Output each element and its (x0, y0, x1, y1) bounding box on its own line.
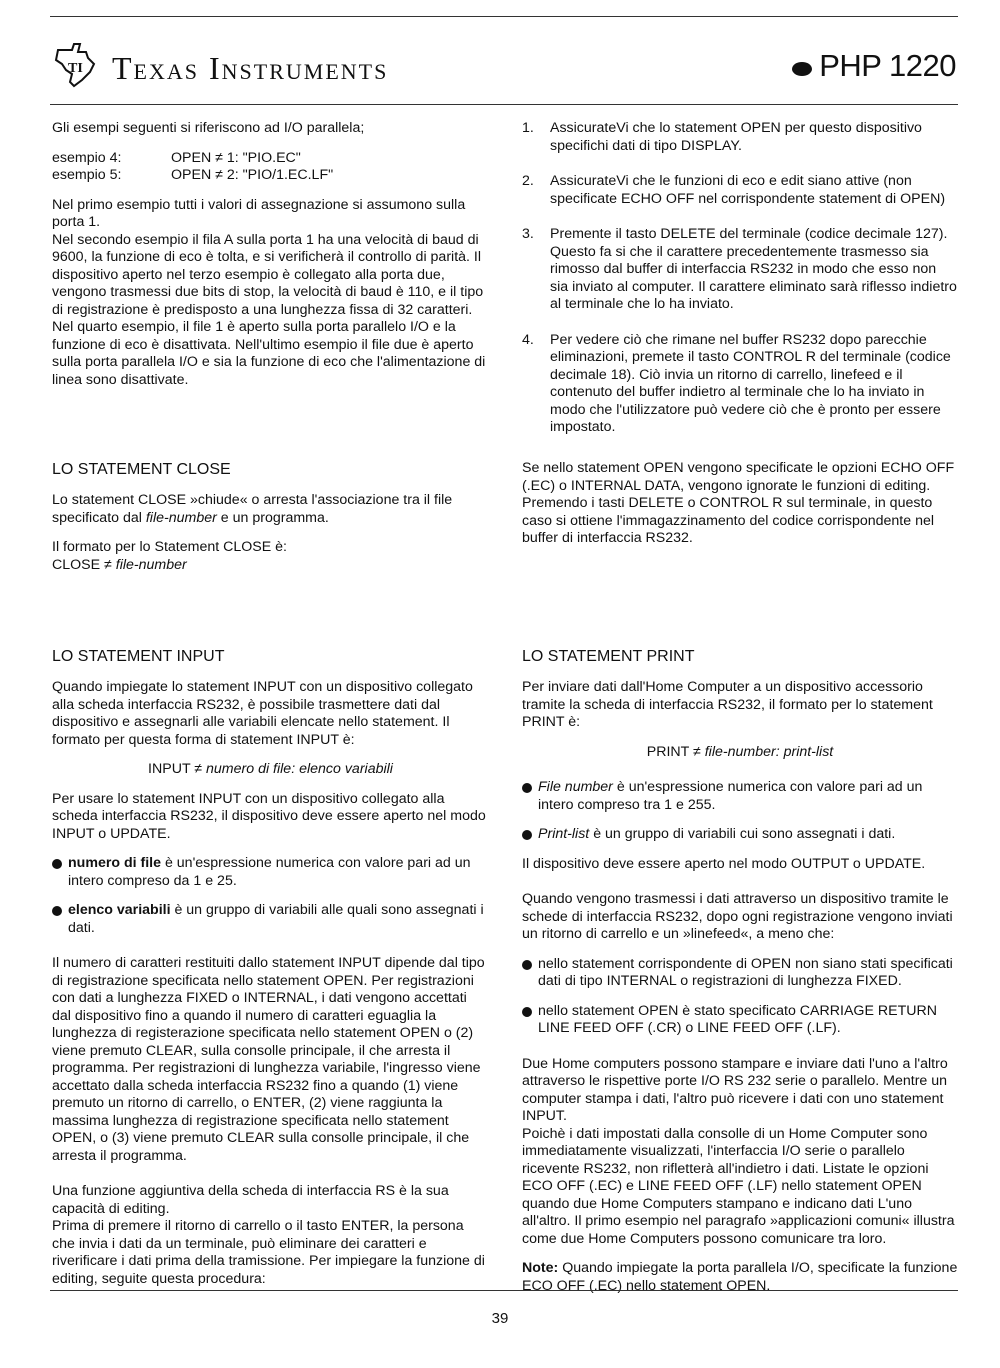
ti-logo-icon (52, 42, 100, 88)
bullet-icon (522, 779, 538, 814)
numbered-step: 2. AssicurateVi che le funzioni di eco e edit siano attive (non specificate ECHO OFF nel corrispondente statement di OPEN) (522, 173, 946, 207)
paragraph: Una funzione aggiuntiva della scheda di interfaccia RS è la sua capacità di editing. (52, 1183, 449, 1217)
right-column-top (522, 120, 958, 437)
bullet-icon (522, 1003, 538, 1038)
print-format: PRINT ≠ file-number: print-list (646, 743, 834, 760)
paragraph: Il dispositivo deve essere aperto nel modo OUTPUT o UPDATE. (522, 855, 926, 872)
section-heading: LO STATEMENT CLOSE (52, 461, 231, 478)
example-row (52, 167, 489, 185)
header-rule (50, 104, 958, 105)
input-format: INPUT ≠ numero di file: elenco variabili (148, 761, 393, 777)
bullet-icon (52, 855, 68, 890)
open-note (522, 460, 958, 548)
section-heading: LO STATEMENT PRINT (522, 648, 695, 665)
note: Note: Quando impiegate la porta parallela I/O, specificate la funzione ECO OFF (.EC) nello statement OPEN. (522, 1260, 958, 1294)
paragraph: Per inviare dati dall'Home Computer a un dispositivo accessorio tramite la scheda di interfaccia RS232, il formato per lo statement PRINT è: (522, 679, 933, 730)
paragraph: Se nello statement OPEN vengono specificate le opzioni ECHO OFF (.EC) o INTERNAL DATA, vengono ignorate le funzioni di editing. Premendo i tasti DELETE o CONTROL R sul terminale, in questo caso si ottiene l'immagazzinamento del codice corrispondente nel buffer di interfaccia RS232. (522, 460, 955, 546)
left-column-top (52, 120, 489, 389)
numbered-step: 3. Premente il tasto DELETE del terminale (codice decimale 127). Questo fa si che il carattere precedentemente trasmesso sia rimosso dal buffer di interfaccia RS232 in modo che esso non sia inviato al computer. Il carattere eliminato sarà riflesso indietro al terminale che lo ha inviato. (522, 226, 957, 312)
intro-text: Gli esempi seguenti si riferiscono ad I/O parallela; (52, 120, 365, 136)
input-section (52, 647, 489, 1288)
paragraph: Il numero di caratteri restituiti dallo statement INPUT dipende dal tipo di registrazione specificata nello statement OPEN. Per registrazioni con dati a lunghezza FIXED o INTERNAL, i dati vengono accettati dal dispositivo fino a quando il numero di caratteri eguaglia la lunghezza di registerazione specificata nello statement OPEN o (2) viene premuto CLEAR, sulla consolle principale, il che arresta il programma. Per registrazioni di lunghezza variabile, l'ingresso viene accettato dalla scheda interfaccia RS232 fino a quando (1) viene premuto un ritorno di carrello, o ENTER, (2) viene raggiunta la massima lunghezza di registrazione specificata nello statement OPEN, o (3) viene premuto CLEAR sulla consolle principale, il che arresta il programma. (52, 955, 485, 1164)
bullet-icon (522, 956, 538, 991)
close-format: CLOSE ≠ file-number (52, 556, 187, 573)
numbered-step: 1. AssicurateVi che lo statement OPEN per questo dispositivo specifichi dati di tipo DISPLAY. (522, 120, 922, 154)
paragraph: Nel secondo esempio il fila A sulla porta 1 ha una velocità di baud di 9600, la funzione di eco è tolta, e si verificherà il controllo di parità. Il dispositivo aperto nel terzo esempio è collegato alla porta due, vengono trasmessi due bits di stop, la velocità di baud è 110, e il tipo di registrazione è predisposto a una lunghezza fissa di 32 caratteri. Nel quarto esempio, il file 1 è aperto sulla porta parallelo I/O e la funzione di eco è disattivata. Nell'ultimo esempio il file due è aperto sulla porta parallela I/O e sia la funzione di eco che l'alimentazione di linea sono disattivate. (52, 231, 486, 388)
bullet-icon (52, 902, 68, 937)
paragraph: Il formato per lo Statement CLOSE è: (52, 539, 287, 555)
paragraph: Quando impiegate lo statement INPUT con un dispositivo collegato alla scheda interfaccia RS232, è possibile trasmettere dati dal dispositivo e assegnarli alle variabili elencate nello statement. Il formato per questa forma di statement INPUT è: (52, 679, 473, 748)
list-item: elenco variabili è un gruppo di variabili alle quali sono assegnati i dati. (52, 902, 489, 937)
bullet-marker-icon (792, 62, 812, 76)
numbered-step: 4. Per vedere ciò che rimane nel buffer RS232 dopo parecchie eliminazioni, premete il tasto CONTROL R del terminale (codice decimale 18). Ciò invia un ritorno di carrello, linefeed e il contenuto del buffer indietro al terminale che lo ha inviato in modo che l'utilizzatore può vedere ciò che è pronto per essere impostato. (522, 331, 951, 435)
print-section (522, 647, 958, 1295)
example-row (52, 150, 489, 168)
section-heading: LO STATEMENT INPUT (52, 648, 225, 665)
page-number: 39 (491, 1310, 509, 1327)
list-item: nello statement corrispondente di OPEN non siano stati specificati dati di tipo INTERNAL o registrazioni di lunghezza FIXED. (522, 956, 958, 991)
svg-text:TI: TI (68, 61, 83, 76)
paragraph: Nel primo esempio tutti i valori di assegnazione si assumono sulla porta 1. (52, 196, 466, 230)
paragraph: Lo statement CLOSE »chiude« o arresta l'associazione tra il file specificato dal file-number e un programma. (52, 492, 453, 526)
document-code: PHP 1220 (819, 48, 956, 83)
close-section (52, 460, 489, 574)
example-label: esempio 5: (52, 167, 122, 183)
paragraph: Quando vengono trasmessi i dati attraverso un dispositivo tramite le schede di interfaccia RS232, dopo ogni registrazione vengono inviati un ritorno di carrello e un »linefeed«, a meno che: (522, 891, 953, 942)
paragraph: Poichè i dati impostati dalla consolle di un Home Computer sono immediatamente visualizzati, l'interfaccia I/O serie o parallelo ricevente RS232, non rifletterà all'indietro i dati. Listate le opzioni ECO OFF (.EC) e LINE FEED OFF (.LF) nello statement OPEN quando due Home Computers stampano e indicano dati L'uno all'altro. Il primo esempio nel paragrafo »applicazioni comuni« illustra come due Home Computers possono comunicare tra loro. (522, 1125, 955, 1247)
paragraph: Due Home computers possono stampare e inviare dati l'uno a l'altro attraverso le rispettive porte I/O RS 232 serie o parallelo. Mentre un computer stampa i dati, l'altro può ricevere i dati con uno statement INPUT. (522, 1055, 948, 1124)
company-name: Texas Instruments (112, 50, 389, 86)
footer-rule (50, 1290, 958, 1291)
list-item: numero di file è un'espressione numerica con valore pari ad un intero compreso da 1 e 25. (52, 855, 489, 890)
list-item: nello statement OPEN è stato specificato CARRIAGE RETURN LINE FEED OFF (.CR) o LINE FEED OFF (.LF). (522, 1003, 958, 1038)
example-value: OPEN ≠ 2: "PIO/1.EC.LF" (171, 167, 334, 183)
top-rule (50, 16, 958, 17)
example-label: esempio 4: (52, 149, 122, 166)
example-value: OPEN ≠ 1: "PIO.EC" (171, 149, 301, 166)
list-item: Print-list è un gruppo di variabili cui sono assegnati i dati. (522, 826, 958, 844)
paragraph: Per usare lo statement INPUT con un dispositivo collegato alla scheda interfaccia RS232, il dispositivo deve essere aperto nel modo INPUT o UPDATE. (52, 790, 486, 842)
paragraph: Prima di premere il ritorno di carrello o il tasto ENTER, la persona che invia i dati da un terminale, può eliminare dei caratteri e riverificare i dati prima della tramissione. Per impiegare la funzione di editing, seguite questa procedura: (52, 1218, 485, 1287)
list-item: File number è un'espressione numerica con valore pari ad un intero compreso tra 1 e 255. (522, 779, 958, 814)
bullet-icon (522, 826, 538, 844)
